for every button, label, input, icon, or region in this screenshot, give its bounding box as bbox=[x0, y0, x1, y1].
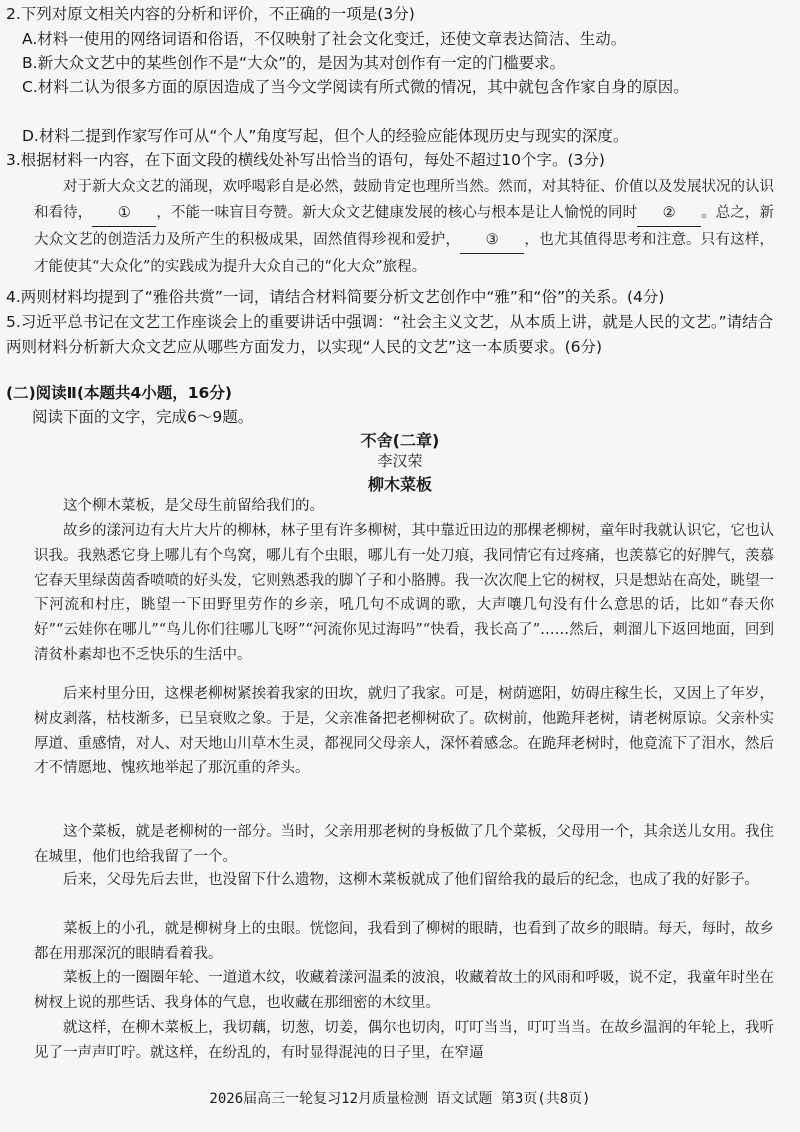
section-instruction: 阅读下面的文字，完成6～9题。 bbox=[32, 408, 254, 426]
paragraph-3: 后来村里分田，这棵老柳树紧挨着我家的田坎，就归了我家。可是，树荫遮阳，妨碍庄稼生长，又因上了年岁，树皮剥落，枯枝渐多，已呈衰败之象。于是，父亲准备把老柳树砍了。砍树前，他跪拜老树，请老树原谅。父亲朴实厚道、重感情，对人、对天地山川草木生灵，都视同父母亲人，深怀着感念。在跪拜老树时，他竟流下了泪水，然后才不情愿地、愧疚地举起了那沉重的斧头。 bbox=[34, 686, 774, 777]
question-2-option-c: C.材料二认为很多方面的原因造成了当今文学阅读有所式微的情况，其中就包含作家自身的原因。 bbox=[22, 78, 689, 96]
question-3-passage bbox=[34, 174, 774, 280]
passage-part-1: 对于新大众文艺的涌现，欢呼喝彩自是必然，鼓励肯定也理所当然。然而，对其特征、价值以及发展状况的认识和看待， bbox=[34, 179, 774, 221]
section-heading: (二)阅读Ⅱ(本题共4小题，16分) bbox=[6, 384, 232, 402]
question-3-stem: 3.根据材料一内容，在下面文段的横线处补写出恰当的语句，每处不超过10个字。(3分) bbox=[6, 151, 605, 169]
paragraph-2: 故乡的漾河边有大片大片的柳林，林子里有许多柳树，其中靠近田边的那棵老柳树，童年时我就认识它，它也认识我。我熟悉它身上哪儿有个鸟窝，哪儿有个虫眼，哪儿有一处刀痕，我同情它有过疼痛，也羡慕它的好脾气，羡慕它春天里绿茵茵香喷喷的好头发，它则熟悉我的脚丫子和小胳膊。我一次次爬上它的树杈，只是想站在高处，眺望一下河流和村庄，眺望一下田野里劳作的乡亲，吼几句不成调的歌，大声嚷几句没有什么意思的话，比如“春天你好”“云娃你在哪儿”“鸟儿你们往哪儿飞呀”“河流你见过海吗”“快看，我长高了”……然后，刺溜儿下返回地面，回到清贫朴素却也不乏快乐的生活中。 bbox=[34, 523, 774, 663]
page-footer: 2026届高三一轮复习12月质量检测 语文试题 第3页(共8页) bbox=[209, 1091, 591, 1107]
blank-1: ① bbox=[92, 200, 156, 227]
article-title: 不舍(二章) bbox=[360, 431, 440, 450]
passage-part-3: 。总之，新大众文艺的创造活力及所产生的积极成果，固然值得珍视和爱护， bbox=[34, 205, 775, 248]
article-author: 李汉荣 bbox=[377, 452, 423, 470]
paragraph-6: 菜板上的小孔，就是柳树身上的虫眼。恍惚间，我看到了柳树的眼睛，也看到了故乡的眼睛。每天，每时，故乡都在用那深沉的眼睛看着我。 bbox=[34, 921, 774, 962]
question-4: 4.两则材料均提到了“雅俗共赏”一词，请结合材料简要分析文艺创作中“雅”和“俗”的关系。(4分) bbox=[6, 288, 665, 306]
paragraph-8: 就这样，在柳木菜板上，我切藕，切葱，切姜，偶尔也切肉，叮叮当当，叮叮当当。在故乡温润的年轮上，我听见了一声声叮咛。就这样，在纷乱的，有时显得混沌的日子里，在窄逼 bbox=[34, 1020, 774, 1061]
chapter-title: 柳木菜板 bbox=[367, 475, 432, 494]
question-2-option-d: D.材料二提到作家写作可从“个人”角度写起，但个人的经验应能体现历史与现实的深度。 bbox=[22, 127, 629, 145]
paragraph-4: 这个菜板，就是老柳树的一部分。当时，父亲用那老树的身板做了几个菜板，父母用一个，其余送儿女用。我住在城里，他们也给我留了一个。 bbox=[34, 824, 774, 865]
question-2-option-a: A.材料一使用的网络词语和俗语，不仅映射了社会文化变迁，还使文章表达简洁、生动。 bbox=[22, 30, 627, 48]
question-2-stem: 2.下列对原文相关内容的分析和评价，不正确的一项是(3分) bbox=[6, 5, 415, 23]
blank-3: ③ bbox=[460, 227, 524, 254]
question-5: 5.习近平总书记在文艺工作座谈会上的重要讲话中强调：“社会主义文艺，从本质上讲，就是人民的文艺。”请结合两则材料分析新大众文艺应从哪些方面发力，以实现“人民的文艺”这一本质要求。(6分) bbox=[6, 313, 774, 356]
question-2-option-b: B.新大众文艺中的某些创作不是“大众”的，是因为其对创作有一定的门槛要求。 bbox=[22, 54, 566, 72]
paragraph-7: 菜板上的一圈圈年轮、一道道木纹，收藏着漾河温柔的波浪，收藏着故土的风雨和呼吸，说不定，我童年时坐在树杈上说的那些话、我身体的气息，也收藏在那细密的木纹里。 bbox=[34, 970, 774, 1011]
passage-part-4: ，也尤其值得思考和注意。只有这样，才能使其“大众化”的实践成为提升大众自己的“化大众”旅程。 bbox=[34, 232, 774, 275]
blank-2: ② bbox=[637, 200, 701, 227]
passage-part-2: ，不能一味盲目夸赞。新大众文艺健康发展的核心与根本是让人愉悦的同时 bbox=[156, 205, 638, 221]
paragraph-1: 这个柳木菜板，是父母生前留给我们的。 bbox=[63, 498, 324, 514]
paragraph-5: 后来，父母先后去世，也没留下什么遗物，这柳木菜板就成了他们留给我的最后的纪念，也成了我的好影子。 bbox=[63, 872, 759, 888]
